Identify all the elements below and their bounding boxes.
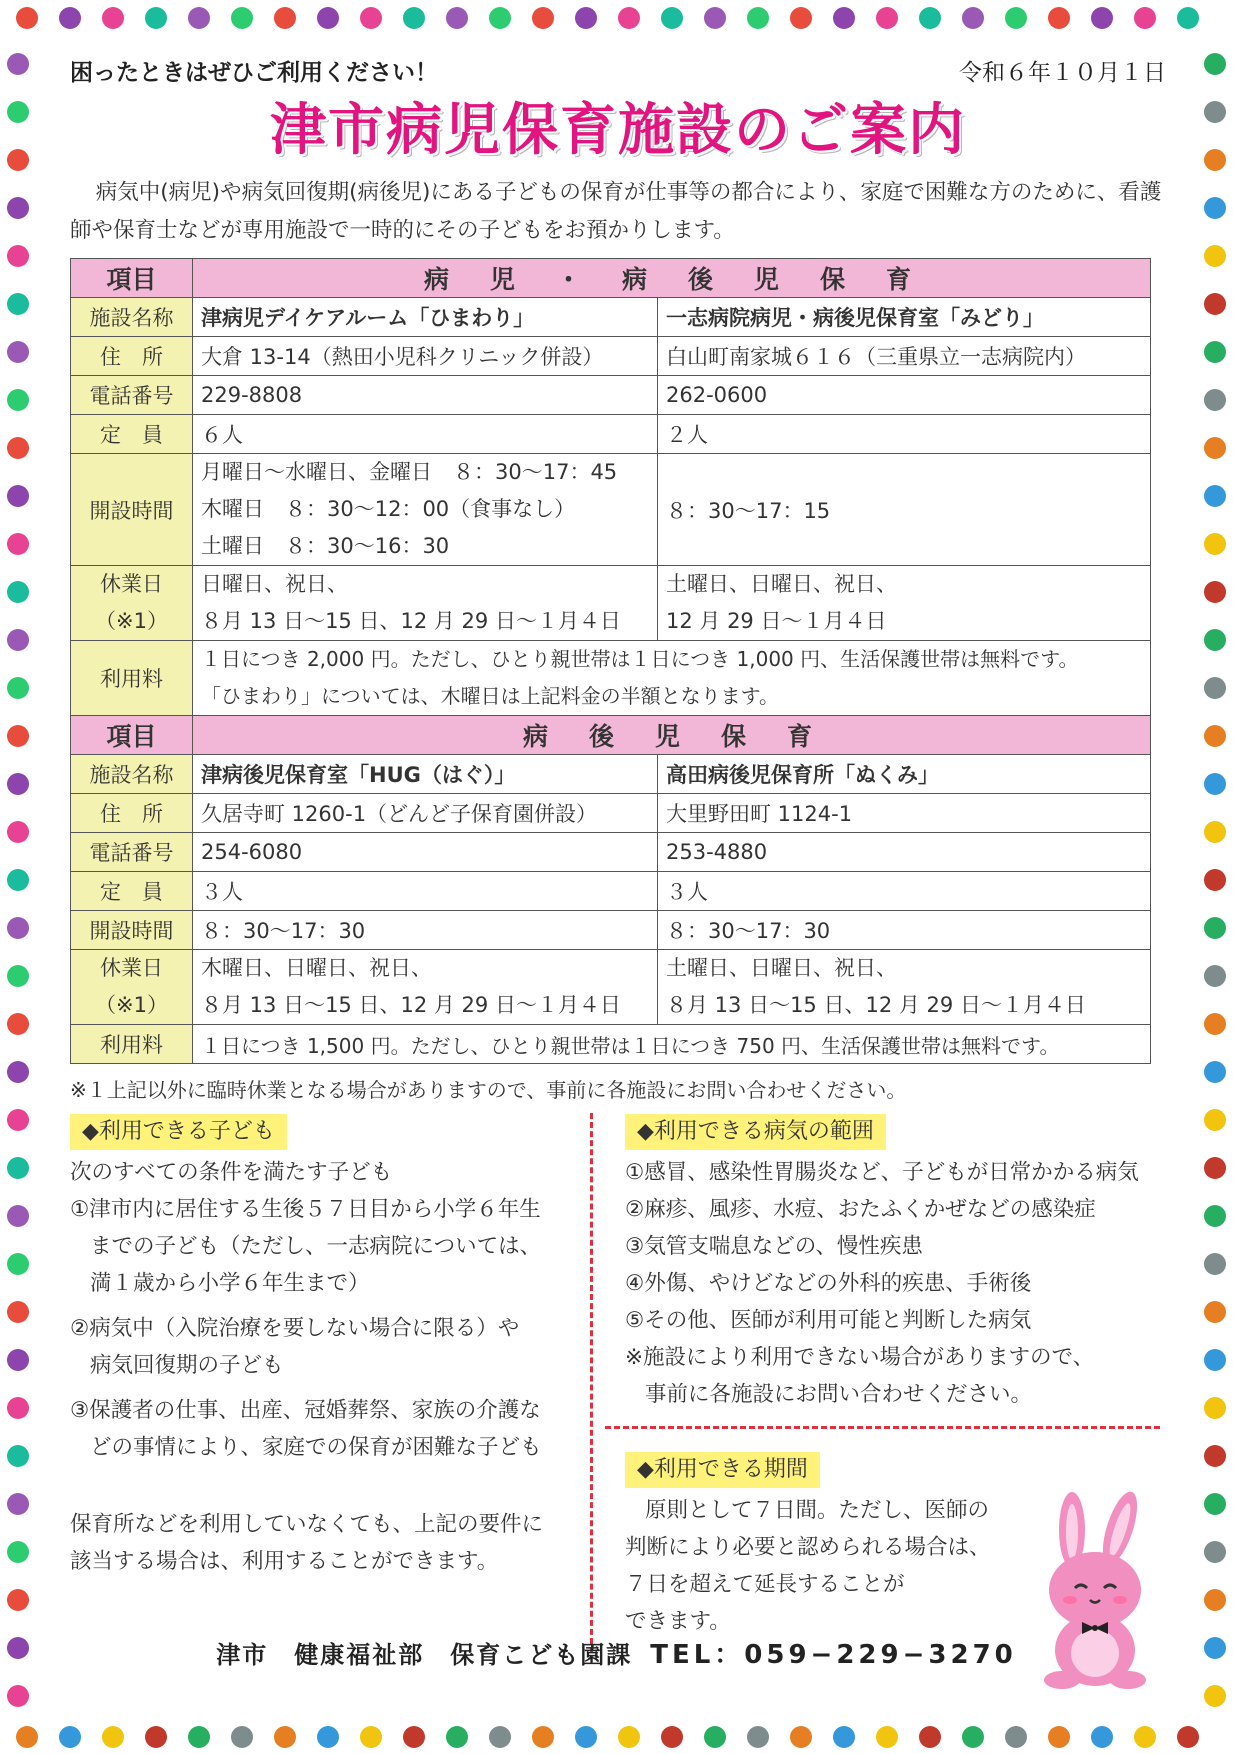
border-dot [1204,1445,1226,1467]
border-dot [7,389,29,411]
table-row [71,376,1151,415]
facility-closed-days [193,566,658,641]
facility-capacity: ３人 [193,872,658,911]
vertical-divider [590,1113,593,1653]
border-dot [489,7,511,29]
border-dot [7,149,29,171]
list-item: ④外傷、やけどなどの外科的疾患、手術後 [625,1271,1032,1296]
row-label: 電話番号 [71,376,193,415]
border-dot [1204,1589,1226,1611]
facility-hours: ８：30～17：30 [658,911,1151,950]
border-dot [7,917,29,939]
tagline: 困ったときはぜひご利用ください！ [70,59,438,86]
row-label [71,566,193,641]
border-dot [7,293,29,315]
border-dot [747,7,769,29]
border-dot [231,7,253,29]
facility-hours: ８：30～17：15 [658,454,1151,566]
border-dot [1204,1541,1226,1563]
eligible-children-section [70,1113,570,1580]
border-dot [7,1109,29,1131]
closed-line: ８月 13 日～15 日、12 月 29 日～１月４日 [201,993,621,1017]
text-line: 保育所などを利用していなくても、上記の要件に [70,1512,544,1537]
facility-name: 高田病後児保育所「ぬくみ」 [658,755,1151,794]
border-dot [790,7,812,29]
row-label-line: （※1） [95,609,168,633]
border-dot [1204,581,1226,603]
border-dot [1005,1726,1027,1748]
border-dot [1204,965,1226,987]
border-dot [704,7,726,29]
table-row [71,454,1151,566]
border-dot [188,1726,210,1748]
row-label: 定 員 [71,872,193,911]
text-line: 事前に各施設にお問い合わせください。 [645,1382,1033,1407]
row-label: 開設時間 [71,911,193,950]
border-dot [1204,1109,1226,1131]
facility-hours: ８：30～17：30 [193,911,658,950]
border-dot [1204,245,1226,267]
border-dot [1005,7,1027,29]
fee-text: １日につき 1,500 円。ただし、ひとり親世帯は１日につき 750 円、生活保護世帯は無料です。 [193,1025,1151,1064]
facility-phone: 253-4880 [658,833,1151,872]
border-dot [1204,485,1226,507]
border-dot [7,1445,29,1467]
border-dot [532,7,554,29]
page-title: 津市病児保育施設のご案内 [270,98,966,163]
border-dot [7,533,29,555]
border-dot [1204,1685,1226,1707]
border-dot [1204,1397,1226,1419]
list-item-cont: どの事情により、家庭での保育が困難な子ども [90,1435,542,1460]
facility-capacity: ２人 [658,415,1151,454]
table-row [71,641,1151,716]
closed-line: 土曜日、日曜日、祝日、 [666,572,897,596]
row-label: 住 所 [71,337,193,376]
border-dot [7,53,29,75]
row-label: 定 員 [71,415,193,454]
list-item: ①感冒、感染性胃腸炎など、子どもが日常かかる病気 [625,1160,1139,1185]
facility-name: 一志病院病児・病後児保育室「みどり」 [658,298,1151,337]
list-item-cont: までの子ども（ただし、一志病院については、 [90,1234,542,1259]
border-dot [7,1685,29,1707]
text-line: ※施設により利用できない場合がありますので、 [625,1345,1095,1370]
closed-line: 木曜日、日曜日、祝日、 [201,956,432,980]
border-dot [7,245,29,267]
border-dot [274,1726,296,1748]
border-dot [1177,7,1199,29]
row-label-line: 休業日 [100,956,163,980]
border-dot [274,7,296,29]
border-dot [16,1726,38,1748]
section-heading: ◆利用できる子ども [70,1114,287,1150]
border-dot [59,1726,81,1748]
border-dot [7,1541,29,1563]
border-dot [1204,293,1226,315]
border-dot [1204,725,1226,747]
border-dot [317,7,339,29]
border-dot [7,1301,29,1323]
closed-line: 日曜日、祝日、 [201,572,348,596]
border-dot [661,7,683,29]
border-dot [360,1726,382,1748]
row-label-line: 休業日 [100,572,163,596]
list-item: ①津市内に居住する生後５７日目から小学６年生 [70,1197,541,1222]
border-dot [7,1013,29,1035]
row-label: 施設名称 [71,298,193,337]
border-dot [1204,1493,1226,1515]
list-item: ③保護者の仕事、出産、冠婚葬祭、家族の介護な [70,1398,541,1423]
facility-name: 津病児デイケアルーム「ひまわり」 [193,298,658,337]
top-row [70,50,1166,90]
table-row [71,950,1151,1025]
text-line: ７日を超えて延長することが [625,1572,905,1597]
table-row [71,755,1151,794]
border-dot [231,1726,253,1748]
border-dot [7,437,29,459]
table1-header-row [71,259,1151,298]
row-label-line: （※1） [95,993,168,1017]
border-dot [7,1253,29,1275]
col-label: 項目 [71,259,193,298]
border-dot [7,1589,29,1611]
row-label: 利用料 [71,1025,193,1064]
border-dot [102,1726,124,1748]
facility-capacity: ６人 [193,415,658,454]
hours-line: 月曜日～水曜日、金曜日 ８：30～17：45 [201,460,618,484]
table-row [71,337,1151,376]
border-dot [1134,7,1156,29]
border-dot [1177,1726,1199,1748]
border-dot [7,821,29,843]
issue-date: 令和６年１０月１日 [959,59,1166,86]
border-dot [7,197,29,219]
table-row [71,566,1151,641]
border-dot [7,965,29,987]
closed-line: 12 月 29 日～１月４日 [666,609,887,633]
fee-text [193,641,1151,716]
border-dot [7,773,29,795]
facility-name: 津病後児保育室「HUG（はぐ）」 [193,755,658,794]
border-dot [1204,53,1226,75]
text-line: 次のすべての条件を満たす子ども [70,1160,393,1185]
list-item-cont: 満１歳から小学６年生まで） [90,1271,370,1296]
border-dot [833,7,855,29]
facility-closed-days [193,950,658,1025]
intro-text: 病気中(病児)や病気回復期(病後児)にある子どもの保育が仕事等の都合により、家庭で困難な方のために、看護師や保育士などが専用施設で一時的にその子どもをお預かりします。 [70,180,1162,243]
border-dot [7,1349,29,1371]
flyer-content [70,50,1166,1703]
border-dot [59,7,81,29]
border-dot [7,1205,29,1227]
list-item-cont: 病気回復期の子ども [90,1353,284,1378]
hours-line: 木曜日 ８：30～12：00（食事なし） [201,497,576,521]
border-dot [7,485,29,507]
border-dot [403,1726,425,1748]
border-dot [1204,533,1226,555]
border-dot [532,1726,554,1748]
border-dot [747,1726,769,1748]
info-columns [70,1113,1166,1703]
row-label: 電話番号 [71,833,193,872]
border-dot [1134,1726,1156,1748]
border-dot [317,1726,339,1748]
facility-phone: 229-8808 [193,376,658,415]
border-dot [7,1397,29,1419]
border-dot [1204,437,1226,459]
list-item: ②麻疹、風疹、水痘、おたふくかぜなどの感染症 [625,1197,1096,1222]
row-label: 開設時間 [71,454,193,566]
facility-phone: 254-6080 [193,833,658,872]
facility-hours [193,454,658,566]
border-dot [7,581,29,603]
border-dot [618,1726,640,1748]
facility-table [70,258,1151,1064]
border-dot [1204,917,1226,939]
border-dot [7,629,29,651]
border-dot [919,1726,941,1748]
border-dot [661,1726,683,1748]
list-item: ③気管支喘息などの、慢性疾患 [625,1234,923,1259]
border-dot [1091,1726,1113,1748]
section-title-sick-child: 病 児 ・ 病 後 児 保 育 [193,259,1151,298]
border-dot [704,1726,726,1748]
table-row [71,415,1151,454]
border-dot [1204,341,1226,363]
table-row [71,911,1151,950]
col-label: 項目 [71,716,193,755]
section-heading: ◆利用できる病気の範囲 [625,1114,886,1150]
border-dot [7,725,29,747]
border-dot [360,7,382,29]
border-dot [1204,1205,1226,1227]
closed-line: ８月 13 日～15 日、12 月 29 日～１月４日 [201,609,621,633]
border-dot [876,1726,898,1748]
border-dot [145,7,167,29]
border-dot [7,1157,29,1179]
list-item: ②病気中（入院治療を要しない場合に限る）や [70,1316,520,1341]
list-item: ⑤その他、医師が利用可能と判断した病気 [625,1308,1032,1333]
border-dot [7,869,29,891]
border-dot [1091,7,1113,29]
border-dot [403,7,425,29]
border-dot [188,7,210,29]
border-dot [1204,1013,1226,1035]
text-line: 該当する場合は、利用することができます。 [70,1549,499,1574]
border-dot [962,7,984,29]
row-label: 利用料 [71,641,193,716]
border-dot [1204,101,1226,123]
row-label [71,950,193,1025]
facility-address: 久居寺町 1260-1（どんど子保育園併設） [193,794,658,833]
border-dot [489,1726,511,1748]
border-dot [962,1726,984,1748]
department-name: 津市 健康福祉部 保育こども園課 [216,1641,633,1669]
border-dot [102,7,124,29]
border-dot [1204,1253,1226,1275]
phone-number: TEL：059−229−3270 [650,1640,1017,1670]
border-dot [1204,389,1226,411]
border-dot [1204,677,1226,699]
border-dot [833,1726,855,1748]
border-dot [1204,149,1226,171]
border-dot [16,7,38,29]
table-row [71,833,1151,872]
closed-line: 土曜日、日曜日、祝日、 [666,956,897,980]
border-dot [7,677,29,699]
border-dot [876,7,898,29]
section-title-post-illness: 病 後 児 保 育 [193,716,1151,755]
border-dot [446,7,468,29]
row-label: 住 所 [71,794,193,833]
facility-address: 白山町南家城６１６（三重県立一志病院内） [658,337,1151,376]
facility-phone: 262-0600 [658,376,1151,415]
facility-capacity: ３人 [658,872,1151,911]
border-dot [1048,7,1070,29]
table-row [71,794,1151,833]
border-dot [790,1726,812,1748]
table-row [71,298,1151,337]
border-dot [575,1726,597,1748]
table-row [71,872,1151,911]
border-dot [575,7,597,29]
facility-closed-days [658,950,1151,1025]
table-row [71,1025,1151,1064]
border-dot [1204,1061,1226,1083]
border-dot [1204,629,1226,651]
border-dot [1204,1349,1226,1371]
fee-line: １日につき 2,000 円。ただし、ひとり親世帯は１日につき 1,000 円、生活保護世帯は無料です。 [201,647,1079,671]
table2-header-row [71,716,1151,755]
text-line: 原則として７日間。ただし、医師の [645,1498,990,1523]
border-dot [1204,1157,1226,1179]
facility-address: 大里野田町 1124-1 [658,794,1151,833]
hours-line: 土曜日 ８：30～16：30 [201,534,450,558]
border-dot [7,1493,29,1515]
facility-address: 大倉 13-14（熱田小児科クリニック併設） [193,337,658,376]
border-dot [446,1726,468,1748]
closed-line: ８月 13 日～15 日、12 月 29 日～１月４日 [666,993,1086,1017]
fee-line: 「ひまわり」については、木曜日は上記料金の半額となります。 [201,684,779,708]
border-dot [618,7,640,29]
border-dot [1048,1726,1070,1748]
closure-footnote: ※１上記以外に臨時休業となる場合がありますので、事前に各施設にお問い合わせください。 [70,1078,907,1102]
border-dot [1204,773,1226,795]
section-heading: ◆利用できる期間 [625,1452,820,1488]
border-dot [145,1726,167,1748]
border-dot [1204,1301,1226,1323]
border-dot [1204,821,1226,843]
border-dot [1204,869,1226,891]
border-dot [1204,197,1226,219]
border-dot [7,1061,29,1083]
border-dot [7,341,29,363]
border-dot [919,7,941,29]
border-dot [7,101,29,123]
text-line: できます。 [625,1609,731,1634]
facility-closed-days [658,566,1151,641]
footer-contact [0,1634,1233,1671]
row-label: 施設名称 [71,755,193,794]
text-line: 判断により必要と認められる場合は、 [625,1535,991,1560]
